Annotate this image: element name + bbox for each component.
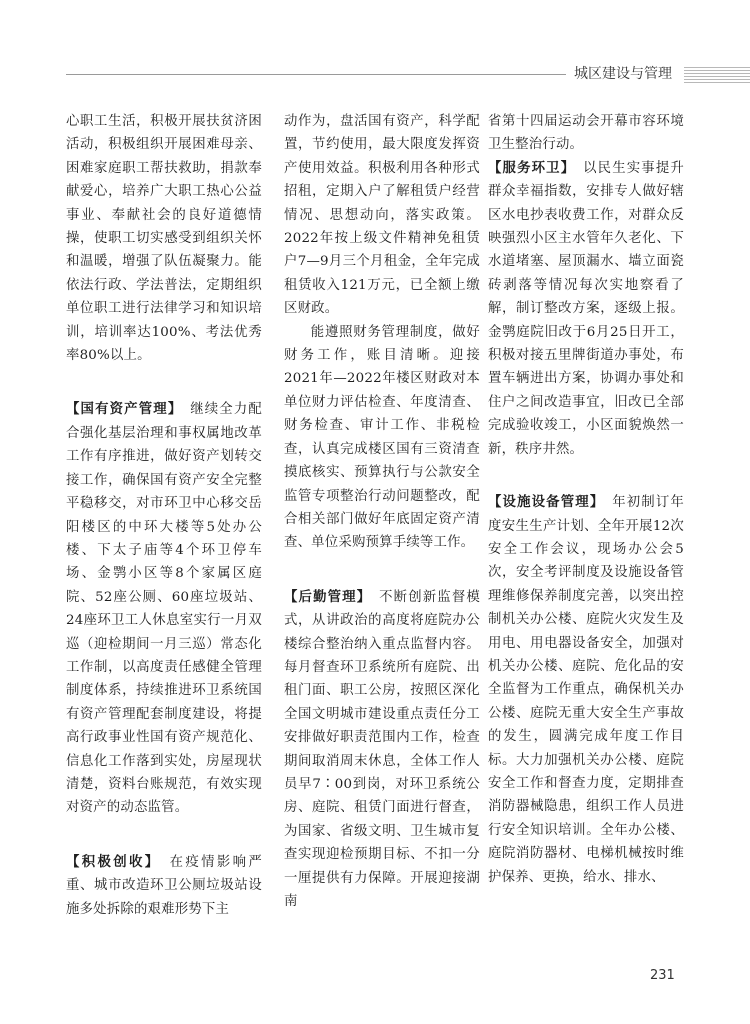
section-text: 继续全力配合强化基层治理和事权属地改革工作有序推进，做好资产划转交接工作，确保国有资产安全完整平稳移交，对市环卫中心移交岳阳楼区的中环大楼等5处办公楼、下太子庙等4个环卫停车场、金鹗小区等8个家属区庭院、52座公厕、60座垃圾站、24座环卫工人休息室实行一月双巡（迎检期间一月三巡）常态化工作制，以高度责任感健全管理制度体系，持续推进环卫系统国有资产管理配套制度建设，将提高行政事业性国有资产规范化、信息化工作落到实处，房屋现状清楚，资料台账规范，有效实现对资产的动态监管。 xyxy=(66,402,262,816)
section-text: 不断创新监督模式，从讲政治的高度将庭院办公楼综合整治纳入重点监督内容。每月督查环卫系统所有庭院、出租门面、职工公房，按照区深化全国文明城市建设重点责任分工安排做好职责范围内工作，检查期间取消周末休息，全体工作人员早7∶00到岗，对环卫系统公房、庭院、租赁门面进行督查，为国家、省级文明、卫生城市复查实现迎检预期目标、不扣一分一厘提供有力保障。开展迎接湖南 xyxy=(284,589,480,909)
header-stripes xyxy=(684,67,750,83)
section-text: 在疫情影响严重、城市改造环卫公厕垃圾站设施多处拆除的艰难形势下主 xyxy=(66,854,263,917)
section-paragraph xyxy=(488,491,684,889)
text-column-3 xyxy=(488,110,684,889)
paragraph: 心职工生活，积极开展扶贫济困活动，积极组织开展困难母亲、困难家庭职工帮扶救助，捐款奉献爱心，培养广大职工热心公益事业、奉献社会的良好道德情操，使职工切实感受到组织关怀和温暖，增强了队伍凝聚力。能依法行政、学法普法，定期组织单位职工进行法律学习和知识培训，培训率达100%、考法优秀率80%以上。 xyxy=(66,114,262,364)
section-heading: 【积极创收】 xyxy=(66,854,154,870)
section-heading: 【国有资产管理】 xyxy=(66,402,176,418)
section-paragraph xyxy=(284,586,480,914)
header-rule xyxy=(66,74,566,75)
paragraph: 动作为，盘活国有资产，科学配置，节约使用，最大限度发挥资产使用效益。积极利用各种形式招租，定期入户了解租赁户经营情况、思想动向，落实政策。2022年按上级文件精神免租赁户7—9月三个月租金，全年完成租赁收入121万元，已全额上缴区财政。 xyxy=(284,114,480,317)
section-title: 城区建设与管理 xyxy=(574,66,672,82)
paragraph: 能遵照财务管理制度，做好财务工作，账目清晰。迎接2021年—2022年楼区财政对本单位财力评估检查、年度清查、财务检查、审计工作、非税检查，认真完成楼区国有三资清查摸底核实、预算执行与公款安全监管专项整治行动问题整改，配合相关部门做好年底固定资产清查、单位采购预算手续等工作。 xyxy=(284,324,480,551)
section-paragraph xyxy=(488,157,684,461)
running-header xyxy=(0,64,750,86)
section-heading: 【设施设备管理】 xyxy=(488,495,598,511)
section-paragraph xyxy=(66,398,262,819)
text-column-1 xyxy=(66,110,262,921)
text-column-2 xyxy=(284,110,480,913)
section-text: 年初制订年度安生生产计划、全年开展12次安全工作会议，现场办公会5次，安全考评制度及设施设备管理维修保养制度完善，以突出控制机关办公楼、庭院火灾发生及用电、用电器设备安全，加强对机关办公楼、庭院、危化品的安全监督为工作重点，确保机关办公楼、庭院无重大安全生产事故的发生，圆满完成年度工作目标。大力加强机关办公楼、庭院安全工作和督查力度，定期排查消防器械隐患，组织工作人员进行安全知识培训。全年办公楼、庭院消防器材、电梯机械按时维护保养、更换，给水、排水、 xyxy=(488,495,684,885)
section-heading: 【后勤管理】 xyxy=(284,589,365,605)
section-paragraph xyxy=(66,851,262,921)
section-heading: 【服务环卫】 xyxy=(488,160,569,176)
paragraph: 省第十四届运动会开幕市容环境卫生整治行动。 xyxy=(488,114,684,153)
section-text: 以民生实事提升群众幸福指数，安排专人做好辖区水电抄表收费工作，对群众反映强烈小区主水管年久老化、下水道堵塞、屋顶漏水、墙立面瓷砖剥落等情况每次实地察看了解，制订整改方案，逐级上报。金鹗庭院旧改于6月25日开工，积极对接五里牌街道办事处，布置车辆进出方案，协调办事处和住户之间改造事宜，旧改已全部完成验收竣工，小区面貌焕然一新，秩序井然。 xyxy=(488,160,684,457)
page-number: 231 xyxy=(650,968,675,983)
